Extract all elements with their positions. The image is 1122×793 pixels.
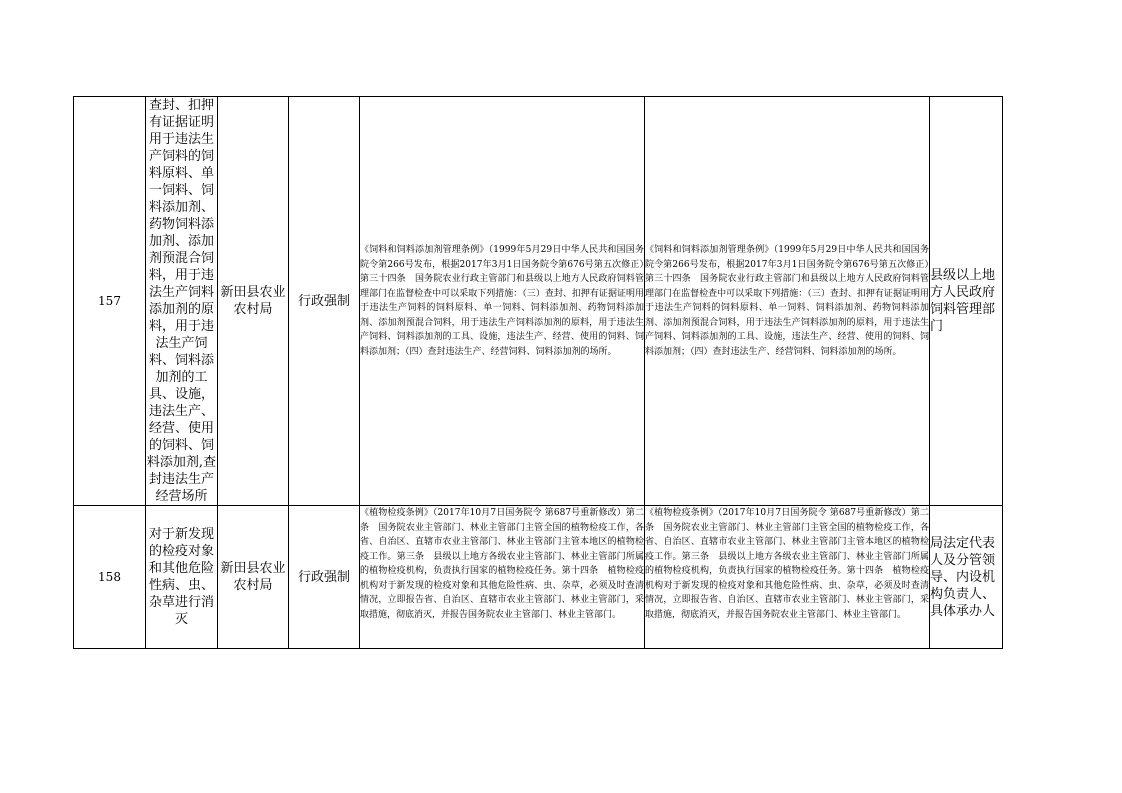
legal-basis-duplicate: 《饲料和饲料添加剂管理条例》（1999年5月29日中华人民共和国国务院令第266号发布，根据2017年3月1日国务院令第676号第五次修正）第三十四条 国务院农业行政主管部门和县级以上地方人民政府饲料管理部门在监督检查中可以采取下列措施：（三）查封、扣押有证据证明用于违法生产饲料的饲料原料、单一饲料、饲料添加剂、药物饲料添加剂、添加剂预混合饲料，用于违法生产饲料添加剂的原料，用于违法生产饲料、饲料添加剂的工具、设施，违法生产、经营、使用的饲料、饲料添加剂；（四）查封违法生产、经营饲料、饲料添加剂的场所。 <box>645 97 930 506</box>
enforcement-list-table <box>73 96 1003 649</box>
row-number: 157 <box>74 97 146 506</box>
row-number: 158 <box>74 506 146 649</box>
action-type: 行政强制 <box>289 97 360 506</box>
table-row <box>74 97 1003 506</box>
item-name: 查封、扣押有证据证明用于违法生产饲料的饲料原料、单一饲料、饲料添加剂、药物饲料添加剂、添加剂预混合饲料，用于违法生产饲料添加剂的原料，用于违法生产饲料、饲料添加剂的工具、设施，违法生产、经营、使用的饲料、饲料添加剂,查封违法生产经营场所 <box>146 98 217 504</box>
responsible-party: 局法定代表人及分管领导、内设机构负责人、具体承办人 <box>930 506 1003 649</box>
legal-basis: 《植物检疫条例》（2017年10月7日国务院令 第687号重新修改）第二条 国务院农业主管部门、林业主管部门主管全国的植物检疫工作，各省、自治区、直辖市农业主管部门、林业主管部门主管本地区的植物检疫工作。第三条 县级以上地方各级农业主管部门、林业主管部门所属的植物检疫机构，负责执行国家的植物检疫任务。第十四条 植物检疫机构对于新发现的检疫对象和其他危险性病、虫、杂草，必须及时查清情况，立即报告省、自治区、直辖市农业主管部门、林业主管部门，采取措施，彻底消灭，并报告国务院农业主管部门、林业主管部门。 <box>360 506 645 649</box>
legal-basis-duplicate: 《植物检疫条例》（2017年10月7日国务院令 第687号重新修改）第二条 国务院农业主管部门、林业主管部门主管全国的植物检疫工作，各省、自治区、直辖市农业主管部门、林业主管部门主管本地区的植物检疫工作。第三条 县级以上地方各级农业主管部门、林业主管部门所属的植物检疫机构，负责执行国家的植物检疫任务。第十四条 植物检疫机构对于新发现的检疫对象和其他危险性病、虫、杂草，必须及时查清情况，立即报告省、自治区、直辖市农业主管部门、林业主管部门，采取措施，彻底消灭，并报告国务院农业主管部门、林业主管部门。 <box>645 506 930 649</box>
department: 新田县农业农村局 <box>218 97 289 506</box>
department: 新田县农业农村局 <box>218 506 289 649</box>
legal-basis: 《饲料和饲料添加剂管理条例》（1999年5月29日中华人民共和国国务院令第266号发布，根据2017年3月1日国务院令第676号第五次修正）第三十四条 国务院农业行政主管部门和县级以上地方人民政府饲料管理部门在监督检查中可以采取下列措施：（三）查封、扣押有证据证明用于违法生产饲料的饲料原料、单一饲料、饲料添加剂、药物饲料添加剂、添加剂预混合饲料，用于违法生产饲料添加剂的原料，用于违法生产饲料、饲料添加剂的工具、设施，违法生产、经营、使用的饲料、饲料添加剂；（四）查封违法生产、经营饲料、饲料添加剂的场所。 <box>360 97 645 506</box>
table-row <box>74 506 1003 649</box>
action-type: 行政强制 <box>289 506 360 649</box>
responsible-party: 县级以上地方人民政府饲料管理部门 <box>930 97 1003 506</box>
item-name: 对于新发现的检疫对象和其他危险性病、虫、杂草进行消灭 <box>146 506 218 649</box>
